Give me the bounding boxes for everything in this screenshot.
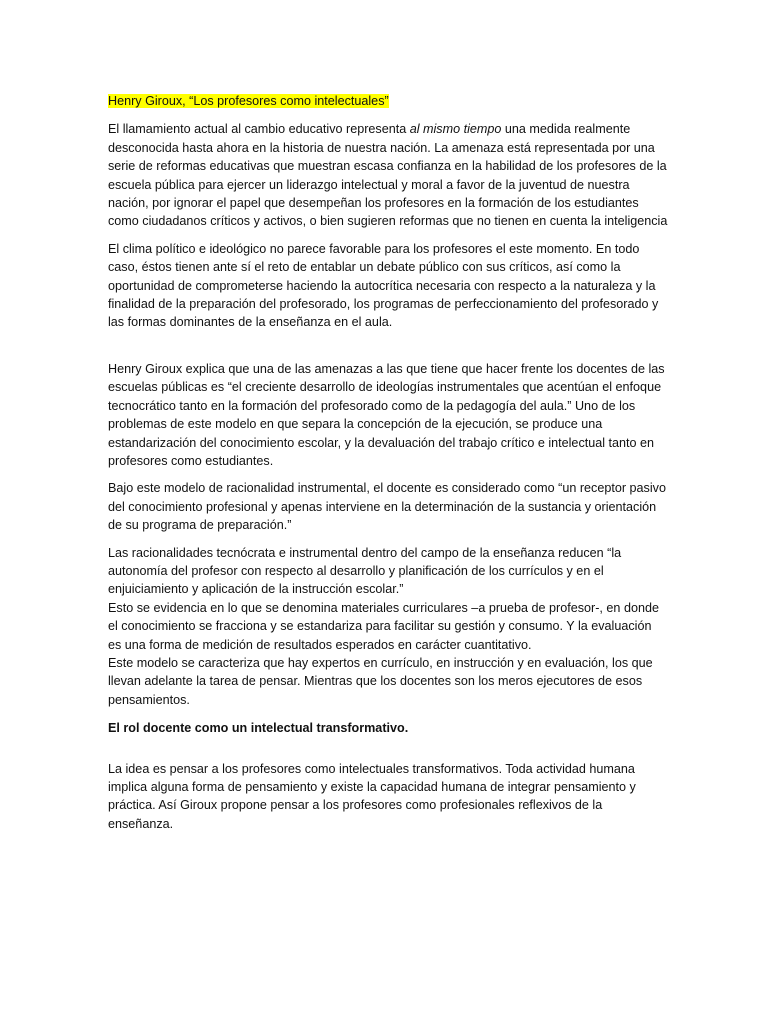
- document-title: Henry Giroux, “Los profesores como intelectuales”: [108, 94, 389, 108]
- paragraph-7: Este modelo se caracteriza que hay expertos en currículo, en instrucción y en evaluación, los que llevan adelante la tarea de pensar. Mientras que los docentes son los meros ejecutores de esos pensamientos.: [108, 655, 653, 707]
- paragraph-6: Esto se evidencia en lo que se denomina materiales curriculares –a prueba de profesor-, en donde el conocimiento se fracciona y se estandariza para facilitar su gestión y consumo. Y la evaluación es una forma de medición de resultados esperados en carácter cuantitativo.: [108, 600, 659, 652]
- paragraph-4: Bajo este modelo de racionalidad instrumental, el docente es considerado como “un receptor pasivo del conocimiento profesional y apenas interviene en la determinación de la sustancia y orientación de su programa de preparación.”: [108, 481, 666, 533]
- document-title-line: [108, 92, 668, 110]
- paragraph-1: [108, 120, 668, 230]
- paragraph-3: Henry Giroux explica que una de las amenazas a las que tiene que hacer frente los docentes de las escuelas públicas es “el creciente desarrollo de ideologías instrumentales que acentúan el enfoque tecnocrático tanto en la formación del profesorado como de la pedagogía del aula.” Uno de los problemas de este modelo en que separa la concepción de la ejecución, se produce una estandarización del conocimiento escolar, y la devaluación del trabajo crítico e intelectual tanto en profesores como estudiantes.: [108, 361, 665, 468]
- paragraph-1-end: una medida realmente desconocida hasta ahora en la historia de nuestra nación. La amenaza está representada por una serie de reformas educativas que muestran escasa confianza en la habilidad de los profesores de la escuela pública para ejercer un liderazgo intelectual y moral a favor de la juventud de nuestra nación, por ignorar el papel que desempeñan los profesores en la formación de los estudiantes como ciudadanos críticos y activos, o bien sugieren reformas que no tienen en cuenta la inteligencia: [108, 122, 668, 229]
- spacer: [108, 110, 668, 120]
- paragraph-2: El clima político e ideológico no parece favorable para los profesores el este momento. En todo caso, éstos tienen ante sí el reto de entablar un debate público con sus críticos, así como la oportunidad de comprometerse haciendo la autocrítica necesaria con respecto a la naturaleza y la finalidad de la preparación del profesorado, los programas de perfeccionamiento del profesorado y las formas dominantes de la enseñanza en el aula.: [108, 241, 659, 330]
- spacer: [108, 231, 668, 240]
- section-heading: El rol docente como un intelectual transformativo.: [108, 721, 409, 736]
- spacer: [108, 709, 668, 719]
- spacer: [108, 332, 668, 360]
- paragraph-1-emphasis: al mismo tiempo: [409, 122, 502, 137]
- paragraph-8: La idea es pensar a los profesores como intelectuales transformativos. Toda actividad humana implica alguna forma de pensamiento y existe la capacidad humana de integrar pensamiento y práctica. Así Giroux propone pensar a los profesores como profesionales reflexivos de la enseñanza.: [108, 761, 636, 831]
- spacer: [108, 470, 668, 479]
- document-page: [108, 92, 668, 833]
- spacer: [108, 738, 668, 760]
- spacer: [108, 535, 668, 544]
- paragraph-5: Las racionalidades tecnócrata e instrumental dentro del campo de la enseñanza reducen “la autonomía del profesor con respecto al desarrollo y planificación de los currículos y en el enjuiciamiento y aplicación de la instrucción escolar.”: [108, 545, 622, 597]
- paragraph-1-start: El llamamiento actual al cambio educativo representa: [108, 122, 410, 137]
